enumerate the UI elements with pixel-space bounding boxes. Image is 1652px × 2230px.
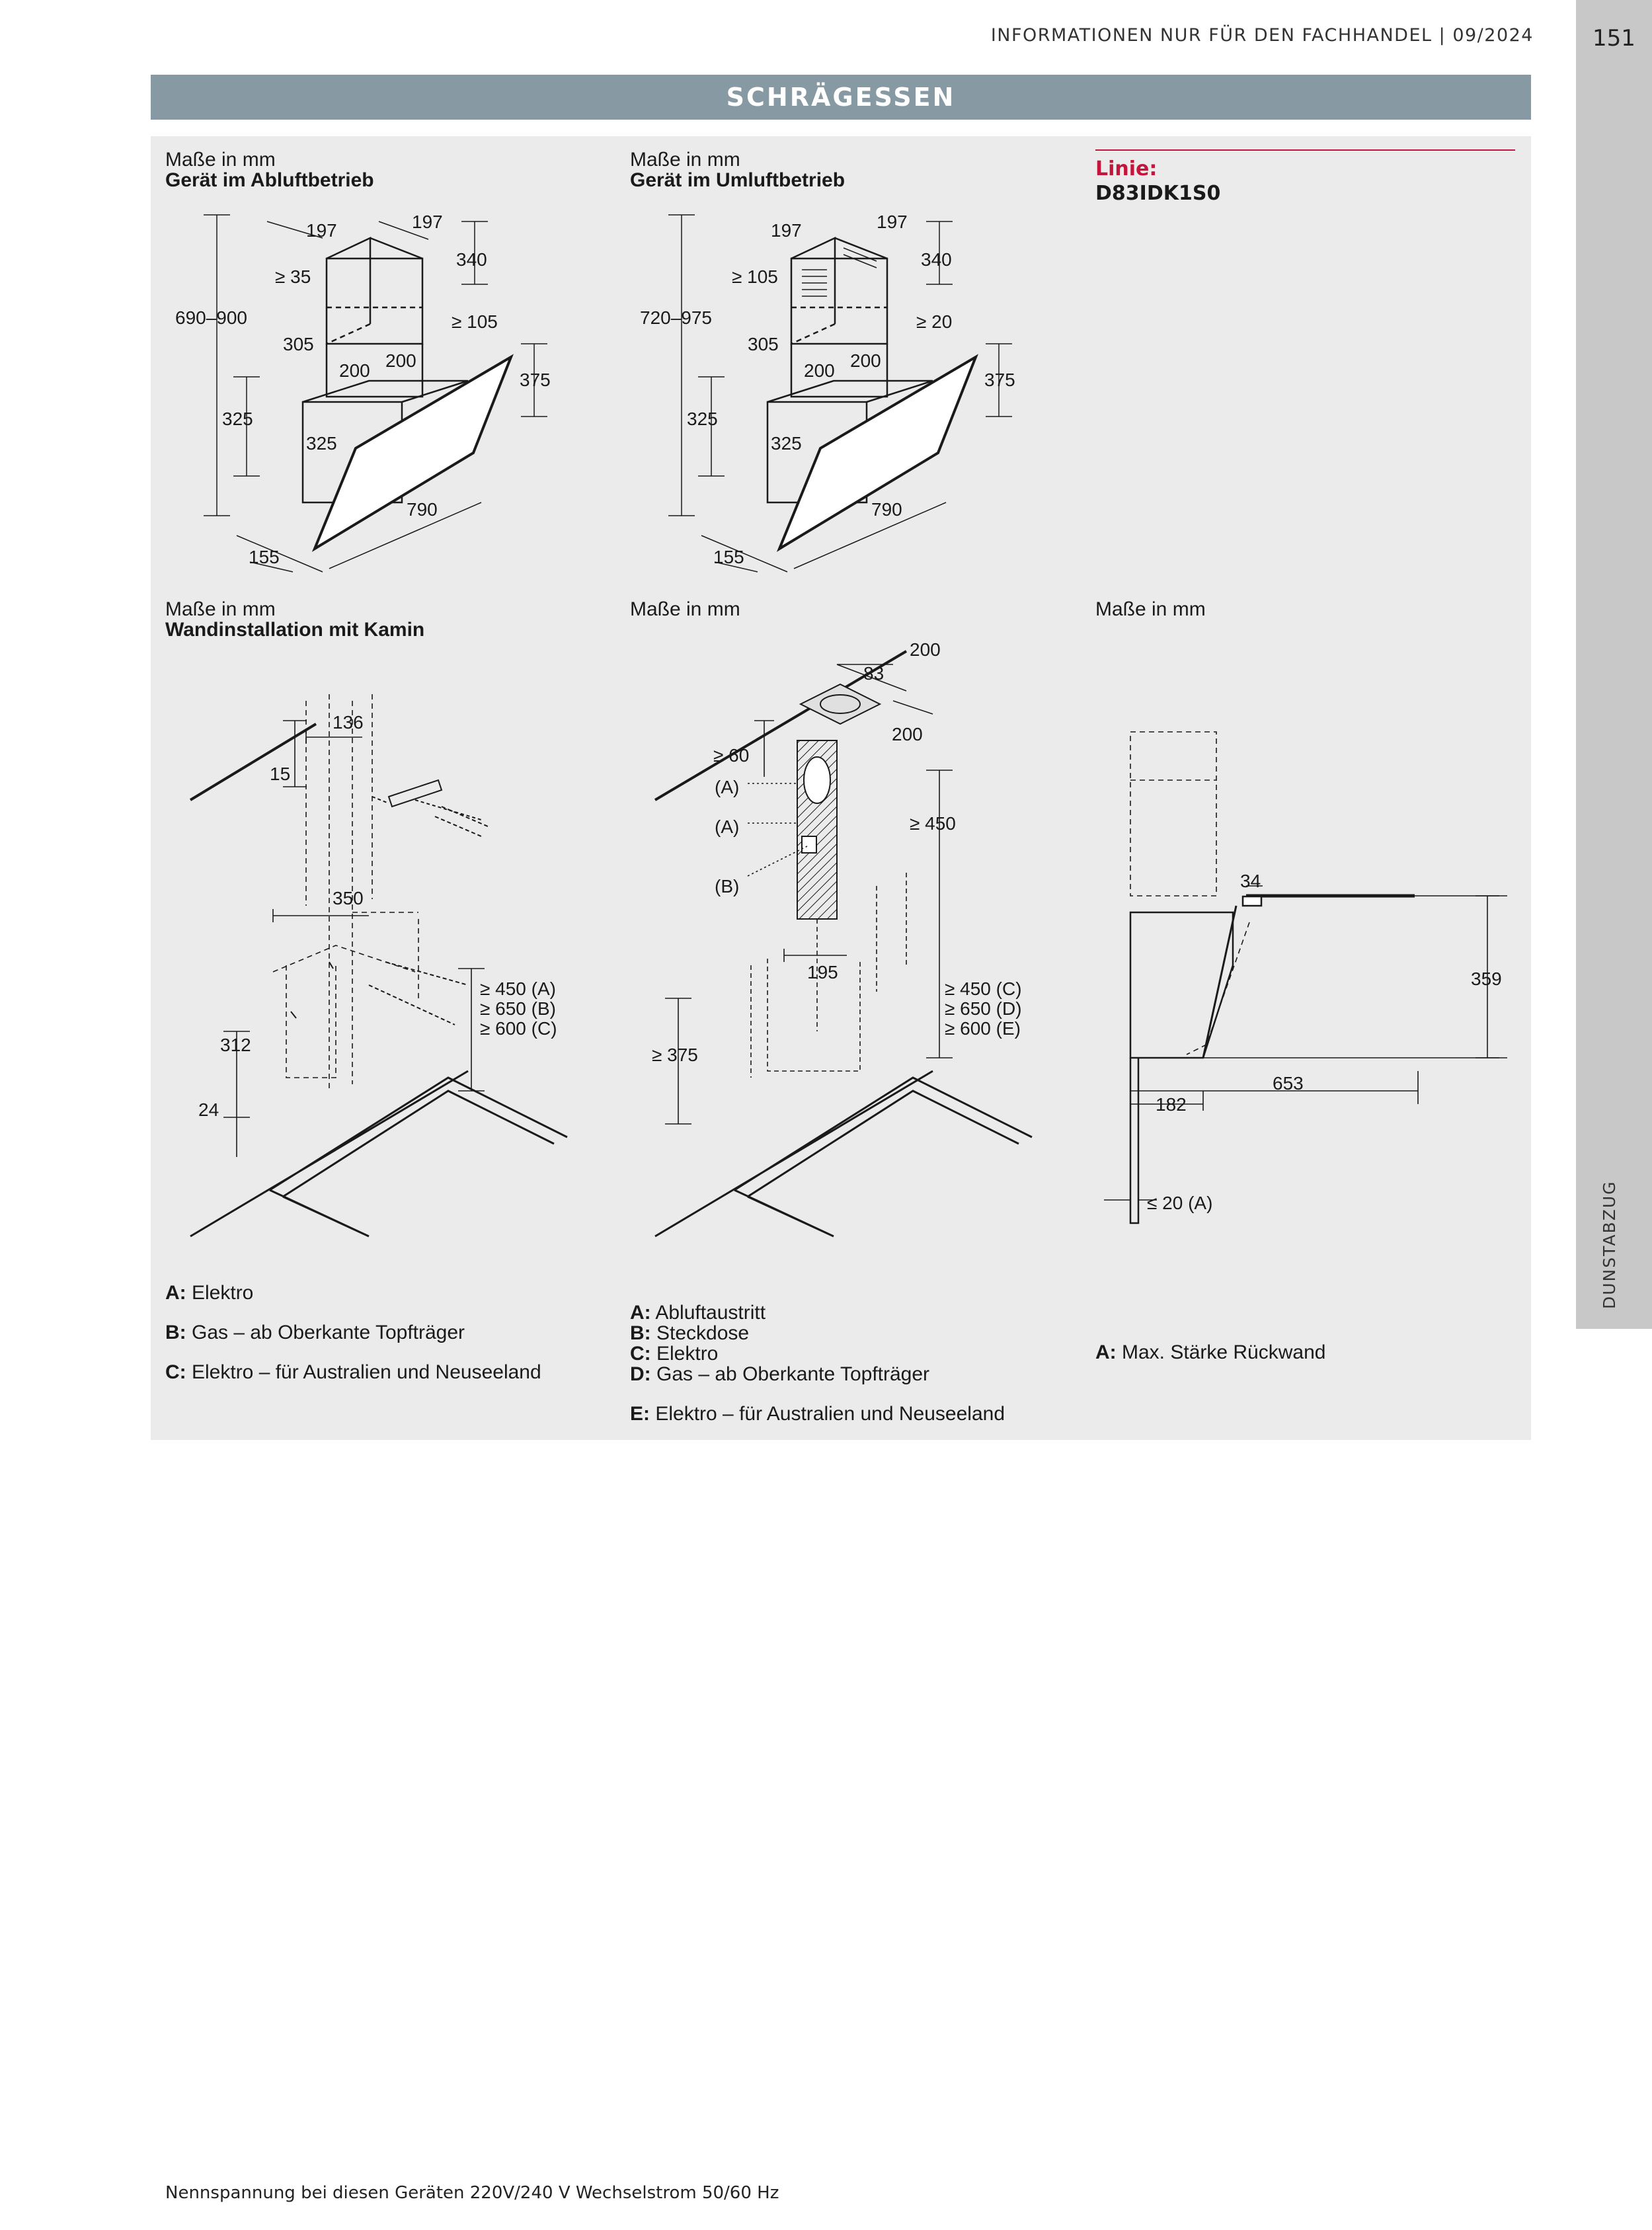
dim-label: 340 — [456, 249, 487, 270]
dim-label: 200 — [385, 350, 416, 371]
legend-item: A: Abluftaustritt — [630, 1302, 766, 1324]
dim-label: 375 — [984, 370, 1015, 390]
wand-legend — [165, 1283, 541, 1382]
anschluss-caption — [630, 599, 740, 619]
dim-label: ≥ 105 — [452, 311, 498, 332]
wall-bracket — [389, 780, 442, 807]
abluft-drawing — [151, 192, 613, 588]
duct-outlet — [801, 684, 880, 724]
back-wall — [1130, 1058, 1138, 1223]
dim-label: ≥ 450 — [910, 813, 956, 834]
dim-label: 340 — [921, 249, 952, 270]
dim-label: ≤ 20 (A) — [1147, 1193, 1213, 1213]
dim-label: 312 — [220, 1035, 251, 1055]
dim-label: ≥ 60 — [713, 745, 750, 766]
dim-label: 197 — [877, 212, 908, 232]
chimney-top — [327, 238, 422, 324]
chimney-front — [791, 259, 887, 344]
socket — [802, 836, 816, 853]
caption-unit: Maße in mm — [165, 598, 276, 620]
anschluss-drawing — [615, 635, 1078, 1250]
legend-item: B: Steckdose — [630, 1322, 750, 1344]
dim-label: 350 — [333, 888, 364, 908]
min-height-label: ≥ 650 (D) — [945, 998, 1022, 1019]
glass-panel — [315, 357, 511, 549]
chimney-outline — [1130, 732, 1216, 896]
dim-label: ≥ 20 — [916, 311, 953, 332]
legend-item: C: Elektro – für Australien und Neuseeland — [165, 1361, 541, 1383]
dim-label: 24 — [198, 1099, 219, 1120]
dim-label: 359 — [1471, 969, 1502, 989]
dim-label: 195 — [807, 962, 838, 982]
dim-label: 305 — [283, 334, 314, 354]
min-height-label: ≥ 650 (B) — [480, 998, 556, 1019]
dim-label: 197 — [306, 220, 337, 241]
dim-label: 200 — [850, 350, 881, 371]
caption-title: Gerät im Abluftbetrieb — [165, 169, 374, 191]
sidebar — [1576, 0, 1652, 1329]
caption-title: Gerät im Umluftbetrieb — [630, 169, 846, 191]
worktop-lines — [655, 1071, 1032, 1236]
vent-slots — [802, 270, 827, 296]
dim-label: 200 — [892, 724, 923, 744]
dim-label: 155 — [713, 547, 744, 567]
dim-label: 375 — [520, 370, 551, 390]
dim-label: ≥ 35 — [275, 266, 311, 287]
dim-label: 325 — [771, 433, 802, 454]
abluft-caption — [165, 149, 374, 190]
legend-item: A: Elektro — [165, 1282, 254, 1304]
dim-label: 200 — [339, 360, 370, 381]
min-height-label: ≥ 450 (A) — [480, 978, 556, 999]
chimney-front — [327, 259, 422, 344]
min-height-label: ≥ 600 (C) — [480, 1018, 557, 1039]
seite-drawing — [1084, 714, 1520, 1243]
wand-drawing — [151, 655, 613, 1250]
dim-label: (A) — [715, 816, 740, 837]
wand-caption — [165, 599, 424, 640]
dim-label: 325 — [222, 409, 253, 429]
dim-label: 720–975 — [640, 307, 713, 328]
dim-label: 197 — [412, 212, 443, 232]
hood-side — [1130, 912, 1233, 1058]
caption-unit: Maße in mm — [1095, 598, 1206, 620]
seite-legend — [1095, 1342, 1325, 1363]
caption-unit: Maße in mm — [165, 149, 276, 171]
dim-label: ≥ 105 — [732, 266, 778, 287]
caption-unit: Maße in mm — [630, 598, 740, 620]
ceiling-line — [190, 724, 316, 800]
dim-label: 690–900 — [175, 307, 248, 328]
worktop-lines — [190, 1071, 567, 1236]
legend-item: E: Elektro – für Australien und Neuseeland — [630, 1403, 1005, 1425]
dim-label: (A) — [715, 777, 740, 797]
caption-title: Wandinstallation mit Kamin — [165, 619, 425, 641]
footer-note: Nennspannung bei diesen Geräten 220V/240 V Wechselstrom 50/60 Hz — [165, 2183, 779, 2203]
min-height-label: ≥ 600 (E) — [945, 1018, 1021, 1039]
line-label: Linie: — [1095, 157, 1158, 180]
model-number: D83IDK1S0 — [1095, 182, 1221, 205]
product-line — [1095, 149, 1515, 205]
caption-unit: Maße in mm — [630, 149, 740, 171]
min-height-label: ≥ 450 (C) — [945, 978, 1022, 999]
dim-label: 790 — [407, 499, 438, 520]
dim-label: 197 — [771, 220, 802, 241]
dim-label: 325 — [306, 433, 337, 454]
page-number: 151 — [1593, 25, 1635, 52]
anschluss-legend — [630, 1302, 1005, 1424]
dim-label: 200 — [910, 639, 941, 660]
dim-label: 155 — [249, 547, 280, 567]
umluft-drawing — [615, 192, 1078, 588]
dim-label: 182 — [1156, 1094, 1187, 1115]
side-label: DUNSTABZUG — [1600, 1180, 1619, 1309]
dim-label: 136 — [333, 712, 364, 733]
legend-item: A: Max. Stärke Rückwand — [1095, 1341, 1326, 1363]
umluft-caption — [630, 149, 845, 190]
dim-label: 305 — [748, 334, 779, 354]
dim-label: 15 — [270, 764, 291, 784]
dim-label: 790 — [871, 499, 902, 520]
section-title: SCHRÄGESSEN — [151, 75, 1531, 120]
header-info: INFORMATIONEN NUR FÜR DEN FACHHANDEL | 09/2024 — [990, 25, 1534, 46]
dim-label: 34 — [1240, 871, 1261, 891]
dim-label: 83 — [863, 663, 885, 684]
seite-caption — [1095, 599, 1206, 619]
legend-item: C: Elektro — [630, 1343, 719, 1365]
dim-label: ≥ 375 — [652, 1045, 698, 1065]
dim-label: 325 — [687, 409, 718, 429]
legend-item: D: Gas – ab Oberkante Topfträger — [630, 1363, 930, 1385]
legend-item: B: Gas – ab Oberkante Topfträger — [165, 1322, 465, 1343]
glass-panel — [779, 357, 976, 549]
dim-label: 200 — [804, 360, 835, 381]
dim-label: (B) — [715, 876, 740, 896]
dim-label: 653 — [1273, 1073, 1304, 1094]
